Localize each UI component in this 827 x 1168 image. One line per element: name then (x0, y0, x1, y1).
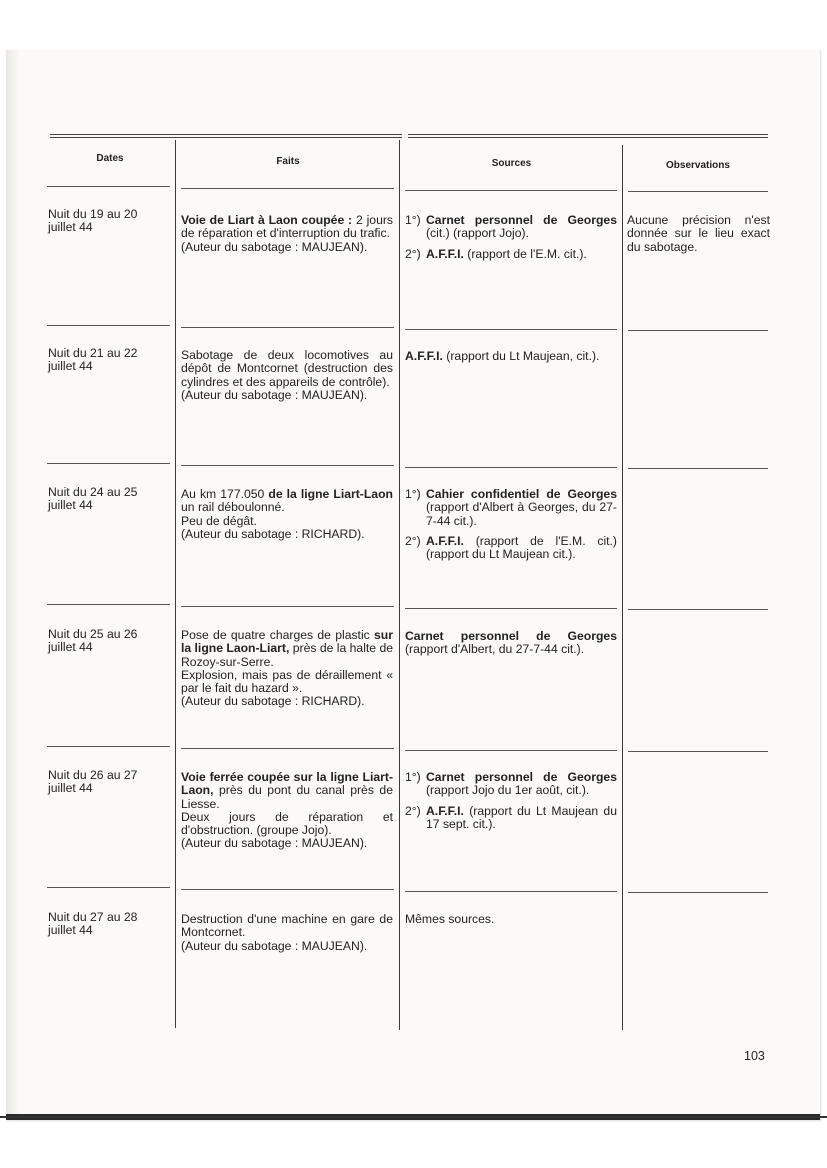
row3-faits: Au km 177.050 de la ligne Liart-Laon un rail déboulonné. Peu de dégât. (Auteur du sabotage : RICHARD). (181, 487, 393, 541)
row6-dates: Nuit du 27 au 28 juillet 44 (48, 910, 138, 938)
header-sources: Sources (491, 158, 532, 169)
row5-sources: 1°) Carnet personnel de Georges (rapport Jojo du 1er août, cit.). 2°) A.F.F.I. (rapport du Lt Maujean du 17 sept. cit.). (405, 770, 617, 831)
row6-sources: Mêmes sources. (405, 912, 495, 926)
row4-sources: Carnet personnel de Georges (rapport d'Albert, du 27-7-44 cit.). (405, 629, 617, 657)
top-rule-right (408, 134, 768, 138)
row5-faits: Voie ferrée coupée sur la ligne Liart-Laon, près du pont du canal près de Liesse. Deux jours de réparation et d'obstruction. (groupe Jojo). (Auteur du sabotage : MAUJEAN). (181, 770, 393, 851)
row3-dates: Nuit du 24 au 25 juillet 44 (48, 485, 138, 513)
row4-faits: Pose de quatre charges de plastic sur la ligne Laon-Liart, près de la halte de Rozoy-sur-Serre. Explosion, mais pas de déraillement « par le fait du hazard ». (Auteur du sabotage : RICHARD). (181, 628, 394, 709)
row2-faits: Sabotage de deux locomotives au dépôt de Montcornet (destruction des cylindres et des appareils de contrôle). (Auteur du sabotage : MAUJEAN). (181, 348, 393, 402)
row2-dates: Nuit du 21 au 22 juillet 44 (48, 346, 138, 374)
header-dates: Dates (96, 153, 124, 164)
row1-faits: Voie de Liart à Laon coupée : 2 jours de réparation et d'interruption du trafic. (Auteur du sabotage : MAUJEAN). (181, 213, 393, 254)
column-divider-1 (175, 140, 176, 1028)
row6-faits: Destruction d'une machine en gare de Montcornet. (Auteur du sabotage : MAUJEAN). (181, 912, 393, 953)
row2-sources: A.F.F.I. (rapport du Lt Maujean, cit.). (405, 349, 600, 363)
header-faits: Faits (276, 156, 300, 167)
row5-dates: Nuit du 26 au 27 juillet 44 (48, 768, 138, 796)
page-bottom-edge (0, 1116, 827, 1118)
row1-observations: Aucune précision n'est donnée sur le lieu exact du sabotage. (627, 213, 770, 254)
page-number: 103 (744, 1049, 765, 1063)
row4-dates: Nuit du 25 au 26 juillet 44 (48, 627, 138, 655)
header-observations: Observations (666, 160, 730, 171)
row1-sources: 1°) Carnet personnel de Georges (cit.) (rapport Jojo). 2°) A.F.F.I. (rapport de l'E.M. cit.). (405, 213, 617, 261)
top-rule-left (50, 134, 402, 138)
row3-sources: 1°) Cahier confidentiel de Georges (rapport d'Albert à Georges, du 27-7-44 cit.). 2°) A.F.F.I. (rapport de l'E.M. cit.) (rapport du Lt Maujean cit.). (405, 487, 617, 562)
column-divider-2 (399, 140, 400, 1030)
row1-dates: Nuit du 19 au 20 juillet 44 (48, 207, 138, 235)
column-divider-3 (622, 145, 623, 1030)
